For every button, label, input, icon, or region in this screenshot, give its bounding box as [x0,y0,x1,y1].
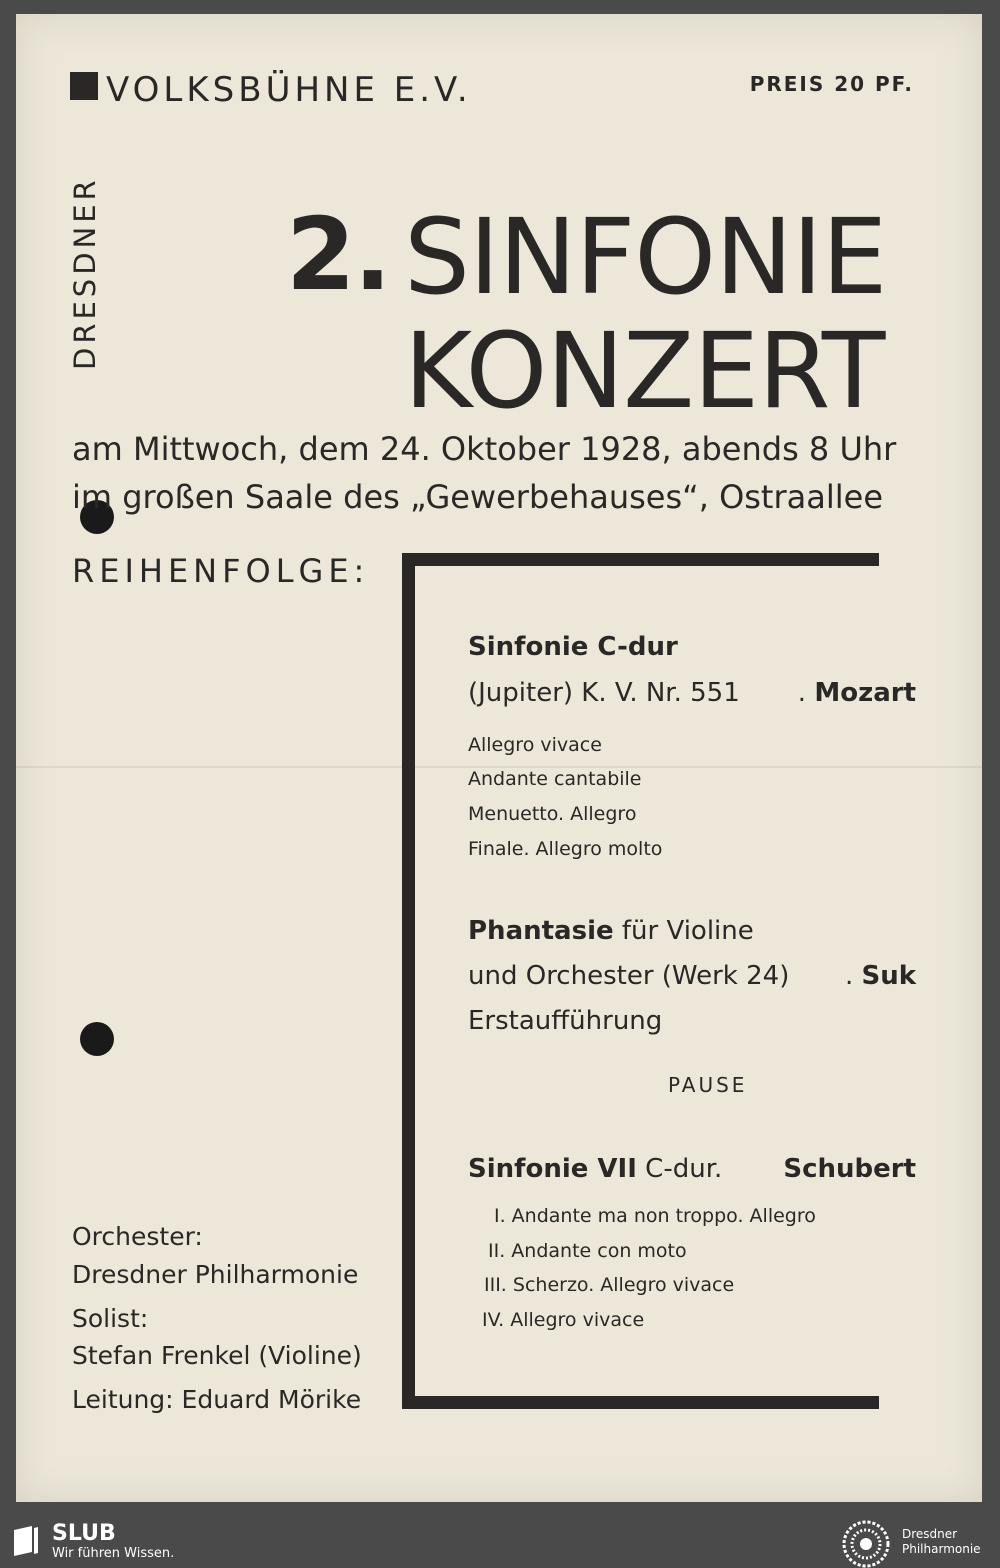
vertical-org-label: DRESDNER [68,176,102,370]
library-claim: Wir führen Wissen. [52,1546,175,1561]
pause-label: PAUSE [668,1073,748,1097]
piece3-movement: I. Andante ma non troppo. Allegro [494,1205,816,1227]
punch-hole-bottom [80,1022,114,1056]
piece1-subtitle-row [468,678,916,708]
title-line-1: SINFONIE [404,196,887,318]
library-name: SLUB [52,1521,116,1546]
soloist-label: Solist: [72,1304,149,1333]
piece1-subtitle: (Jupiter) K. V. Nr. 551 [468,678,740,708]
piece2-dots: . [844,961,854,991]
piece2-line2-row [468,961,916,991]
footer-bar [0,1518,1000,1567]
orchestra-label: Orchester: [72,1222,203,1251]
piece1-title: Sinfonie C-dur [468,632,678,662]
piece1-movement: Finale. Allegro molto [468,838,663,860]
piece1-composer: Mozart [814,678,916,708]
event-date: am Mittwoch, dem 24. Oktober 1928, abends 8 Uhr [72,430,897,468]
philharmonie-logo-icon [842,1520,890,1568]
piece1-movement: Andante cantabile [468,768,642,790]
piece2-title-rest: für Violine [621,916,754,946]
piece2-title-row [468,916,916,946]
title-line-2: KONZERT [404,310,885,432]
piece3-title-row [468,1154,916,1184]
piece3-movement: II. Andante con moto [488,1240,687,1262]
event-venue: im großen Saale des „Gewerbehauses“, Ostraallee [72,478,883,516]
piece1-movement: Menuetto. Allegro [468,803,637,825]
price-label: PREIS 20 PF. [749,72,914,96]
org-name: VOLKSBÜHNE E.V. [106,70,472,110]
piece3-key: C-dur [645,1154,714,1184]
orchestra-name: Dresdner Philharmonie [72,1260,359,1289]
program-heading: REIHENFOLGE: [72,552,370,590]
piece3-dots: . [714,1154,723,1184]
piece2-line2: und Orchester (Werk 24) [468,961,790,991]
piece3-movement: IV. Allegro vivace [482,1309,645,1331]
piece3-title: Sinfonie VII [468,1154,637,1184]
soloist-name: Stefan Frenkel (Violine) [72,1341,362,1370]
piece2-title: Phantasie [468,916,614,946]
slub-logo-icon [14,1526,38,1556]
piece1-dots: . [797,678,807,708]
piece3-composer: Schubert [783,1154,916,1184]
conductor: Leitung: Eduard Mörike [72,1385,362,1414]
concert-number: 2. [286,196,390,313]
partner-name: Dresdner Philharmonie [902,1527,981,1556]
piece3-movement: III. Scherzo. Allegro vivace [484,1274,735,1296]
piece2-note: Erstaufführung [468,1006,663,1036]
piece1-movement: Allegro vivace [468,734,602,756]
square-ornament [70,72,98,100]
piece2-composer: Suk [861,961,916,991]
